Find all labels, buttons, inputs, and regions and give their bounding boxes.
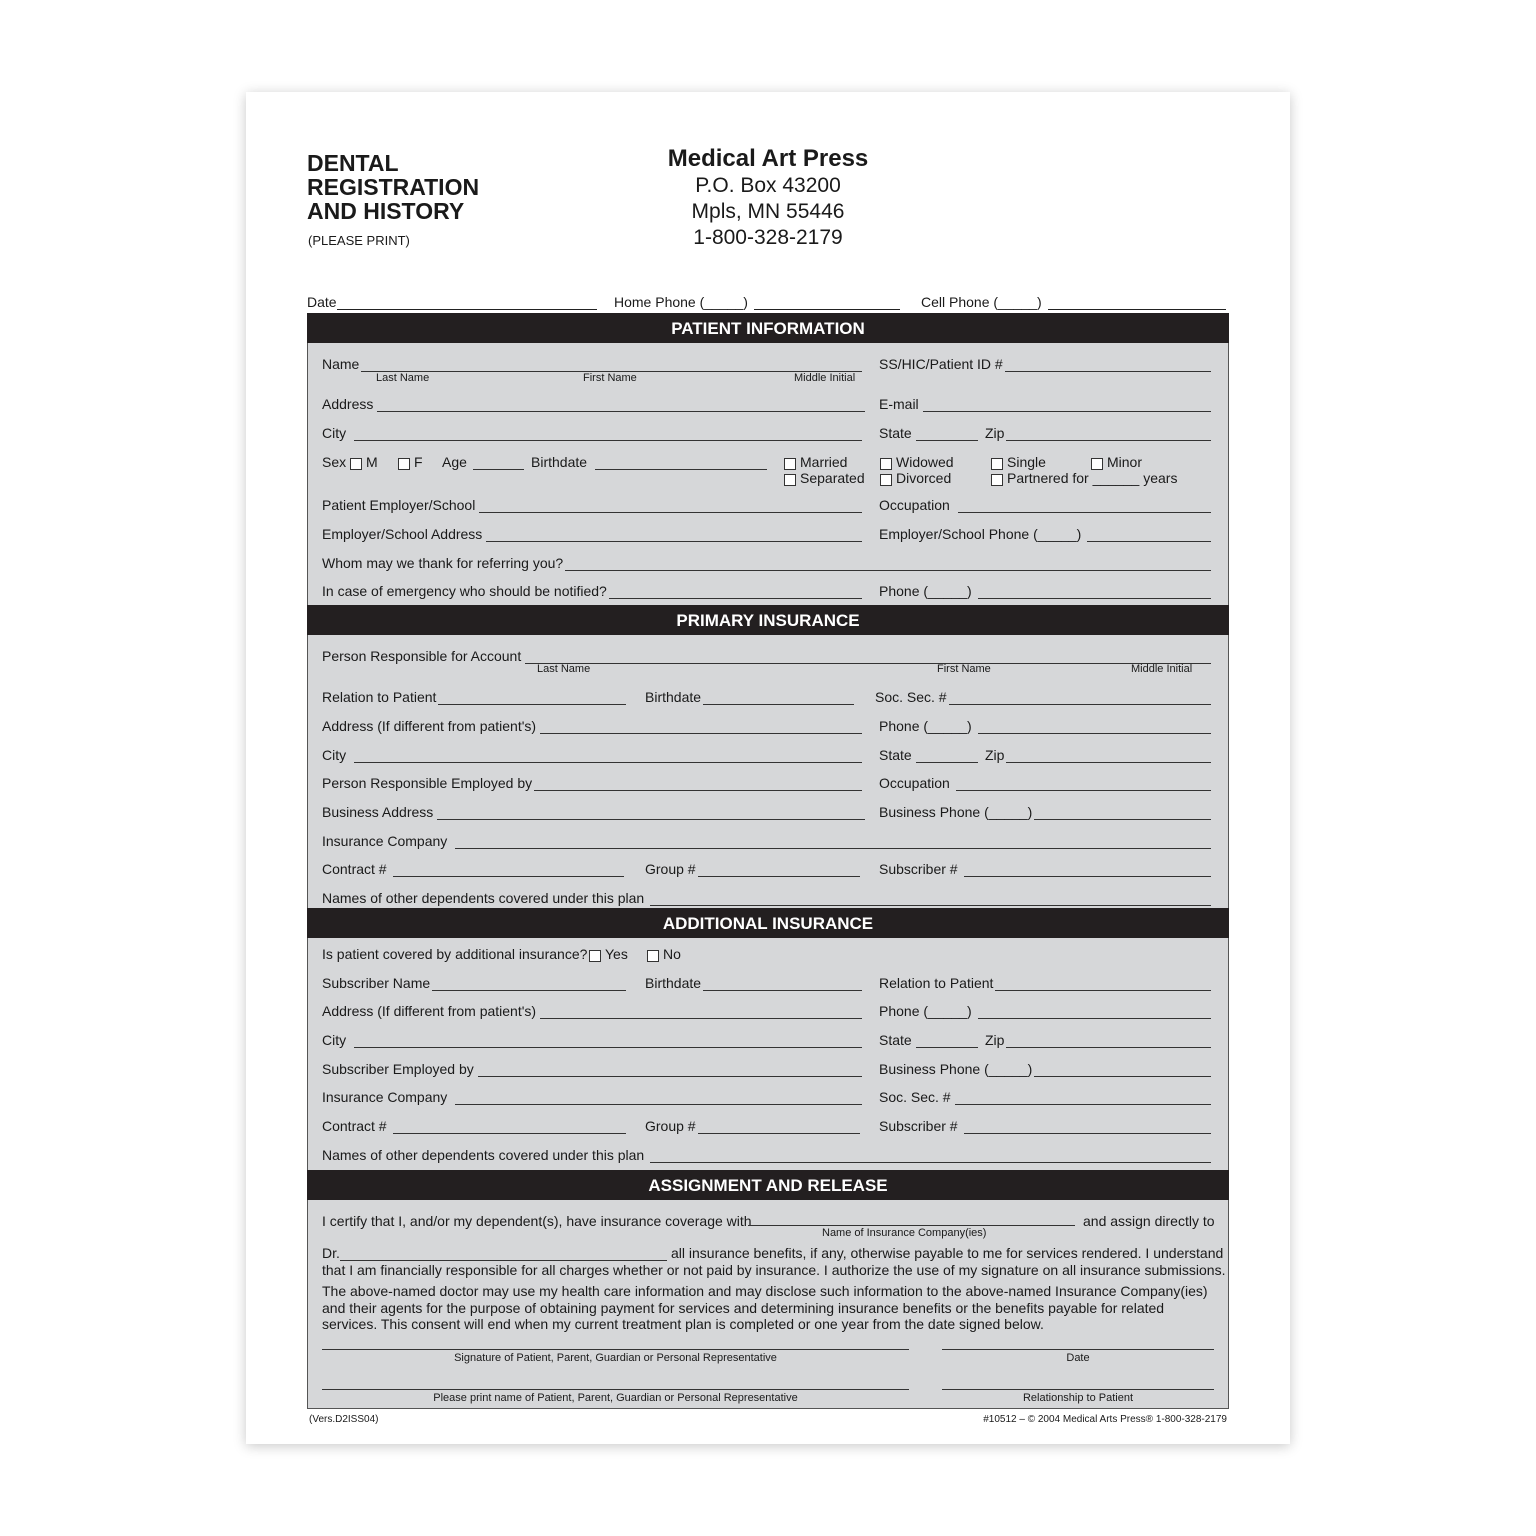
assignment-heading: ASSIGNMENT AND RELEASE [307, 1170, 1229, 1200]
consent-paragraph: The above-named doctor may use my health care information and may disclose such information to the above-named Insurance Company(ies) and their agents for the purpose of obtaining payment for services and determining insurance benefits or the benefits payable for related services. This consent will end when my current treatment plan is completed or one year from the date signed below. [322, 1283, 1208, 1332]
first-name-caption: First Name [583, 372, 637, 384]
company-block [568, 145, 968, 251]
additional-birthdate-field[interactable]: Birthdate [645, 975, 862, 991]
copyright-notice: #10512 – © 2004 Medical Arts Press® 1-800-328-2179 [983, 1414, 1227, 1425]
responsible-first-name-caption: First Name [937, 663, 991, 675]
additional-soc-sec-field[interactable]: Soc. Sec. # [879, 1089, 1211, 1105]
primary-dependents-field[interactable]: Names of other dependents covered under this plan [322, 890, 1211, 906]
sex-m-checkbox[interactable]: M [350, 454, 378, 470]
company-phone: 1-800-328-2179 [693, 226, 843, 249]
patient-zip-field[interactable]: Zip [985, 425, 1211, 441]
home-phone-field[interactable]: Home Phone (_____) [614, 294, 900, 310]
widowed-checkbox[interactable]: Widowed [880, 454, 954, 470]
additional-no-checkbox[interactable]: No [647, 946, 681, 962]
employer-phone-field[interactable]: Employer/School Phone (_____) [879, 526, 1211, 542]
primary-business-address-field[interactable]: Business Address [322, 804, 865, 820]
middle-initial-caption: Middle Initial [794, 372, 856, 384]
assign-text: and assign directly to [1083, 1213, 1215, 1229]
subscriber-employed-by-field[interactable]: Subscriber Employed by [322, 1061, 862, 1077]
emergency-phone-field[interactable]: Phone (_____) [879, 583, 1211, 599]
last-name-caption: Last Name [376, 372, 430, 384]
printed-name-caption: Please print name of Patient, Parent, Guardian or Personal Representative [433, 1392, 798, 1404]
additional-zip-field[interactable]: Zip [985, 1032, 1211, 1048]
additional-panel [307, 938, 1229, 1170]
additional-business-phone-field[interactable]: Business Phone (_____) [879, 1061, 1211, 1077]
signature-date-line[interactable] [942, 1337, 1214, 1350]
additional-coverage-question: Is patient covered by additional insurance? [322, 946, 588, 962]
sex-label: Sex [322, 454, 347, 470]
patient-information-heading: PATIENT INFORMATION [307, 313, 1229, 343]
company-address-2: Mpls, MN 55446 [691, 200, 845, 223]
patient-name-field[interactable]: Name [322, 356, 862, 372]
primary-phone-field[interactable]: Phone (_____) [879, 718, 1211, 734]
primary-subscriber-field[interactable]: Subscriber # [879, 861, 1211, 877]
primary-city-field[interactable]: City [322, 747, 862, 763]
primary-group-field[interactable]: Group # [645, 861, 860, 877]
married-checkbox[interactable]: Married [784, 454, 847, 470]
insurance-company-caption: Name of Insurance Company(ies) [822, 1227, 987, 1239]
patient-city-field[interactable]: City [322, 425, 862, 441]
please-print-note: (PLEASE PRINT) [308, 233, 410, 248]
primary-insurance-heading: PRIMARY INSURANCE [307, 605, 1229, 635]
certify-text: I certify that I, and/or my dependent(s), have insurance coverage with [322, 1213, 752, 1229]
additional-yes-checkbox[interactable]: Yes [589, 946, 628, 962]
additional-subscriber-field[interactable]: Subscriber # [879, 1118, 1211, 1134]
additional-state-field[interactable]: State [879, 1032, 978, 1048]
partnered-checkbox[interactable]: Partnered for ______ years [991, 470, 1177, 486]
patient-birthdate-field[interactable]: Birthdate [531, 454, 767, 470]
assignment-responsibility-text: that I am financially responsible for all charges whether or not paid by insurance. I authorize the use of my signature on all insurance submissions. [322, 1262, 1226, 1278]
primary-insurance-company-field[interactable]: Insurance Company [322, 833, 1211, 849]
signature-date-caption: Date [1066, 1352, 1090, 1364]
assignment-benefits-text: all insurance benefits, if any, otherwise payable to me for services rendered. I understand [671, 1245, 1224, 1261]
signature-line[interactable] [322, 1337, 909, 1350]
separated-checkbox[interactable]: Separated [784, 470, 865, 486]
additional-dependents-field[interactable]: Names of other dependents covered under this plan [322, 1147, 1211, 1163]
additional-insurance-company-field[interactable]: Insurance Company [322, 1089, 862, 1105]
additional-relation-field[interactable]: Relation to Patient [879, 975, 1211, 991]
company-name: Medical Art Press [667, 145, 869, 172]
patient-state-field[interactable]: State [879, 425, 978, 441]
single-checkbox[interactable]: Single [991, 454, 1046, 470]
patient-id-field[interactable]: SS/HIC/Patient ID # [879, 356, 1211, 372]
responsible-person-field[interactable]: Person Responsible for Account [322, 648, 1211, 664]
cell-phone-field[interactable]: Cell Phone (_____) [921, 294, 1226, 310]
primary-address-field[interactable]: Address (If different from patient's) [322, 718, 862, 734]
minor-checkbox[interactable]: Minor [1091, 454, 1142, 470]
primary-occupation-field[interactable]: Occupation [879, 775, 1211, 791]
additional-city-field[interactable]: City [322, 1032, 862, 1048]
patient-address-field[interactable]: Address [322, 396, 865, 412]
date-field[interactable]: Date [307, 294, 597, 310]
patient-email-field[interactable]: E-mail [879, 396, 1211, 412]
primary-business-phone-field[interactable]: Business Phone (_____) [879, 804, 1211, 820]
patient-age-field[interactable]: Age [442, 454, 524, 470]
emergency-contact-field[interactable]: In case of emergency who should be notified? [322, 583, 862, 599]
version-code: (Vers.D2ISS04) [309, 1414, 379, 1425]
divorced-checkbox[interactable]: Divorced [880, 470, 951, 486]
form-title: DENTAL REGISTRATION AND HISTORY [307, 150, 480, 224]
printed-name-line[interactable] [322, 1377, 909, 1390]
patient-employer-field[interactable]: Patient Employer/School [322, 497, 862, 513]
sex-f-checkbox[interactable]: F [398, 454, 423, 470]
primary-contract-field[interactable]: Contract # [322, 861, 624, 877]
additional-contract-field[interactable]: Contract # [322, 1118, 626, 1134]
additional-address-field[interactable]: Address (If different from patient's) [322, 1003, 862, 1019]
primary-employed-by-field[interactable]: Person Responsible Employed by [322, 775, 862, 791]
doctor-name-field[interactable]: Dr. [322, 1245, 667, 1261]
primary-state-field[interactable]: State [879, 747, 978, 763]
signature-caption: Signature of Patient, Parent, Guardian or Personal Representative [454, 1352, 777, 1364]
primary-relation-field[interactable]: Relation to Patient [322, 689, 626, 705]
responsible-middle-initial-caption: Middle Initial [1131, 663, 1193, 675]
additional-phone-field[interactable]: Phone (_____) [879, 1003, 1211, 1019]
relationship-caption: Relationship to Patient [1022, 1392, 1134, 1404]
company-address-1: P.O. Box 43200 [695, 174, 841, 197]
primary-zip-field[interactable]: Zip [985, 747, 1211, 763]
relationship-line[interactable] [942, 1377, 1214, 1390]
responsible-last-name-caption: Last Name [537, 663, 591, 675]
referral-field[interactable]: Whom may we thank for referring you? [322, 555, 1211, 571]
primary-birthdate-field[interactable]: Birthdate [645, 689, 854, 705]
insurance-company-names-field[interactable] [748, 1213, 1075, 1226]
subscriber-name-field[interactable]: Subscriber Name [322, 975, 626, 991]
additional-group-field[interactable]: Group # [645, 1118, 860, 1134]
additional-insurance-heading: ADDITIONAL INSURANCE [307, 908, 1229, 938]
employer-address-field[interactable]: Employer/School Address [322, 526, 862, 542]
patient-occupation-field[interactable]: Occupation [879, 497, 1211, 513]
primary-soc-sec-field[interactable]: Soc. Sec. # [875, 689, 1211, 705]
